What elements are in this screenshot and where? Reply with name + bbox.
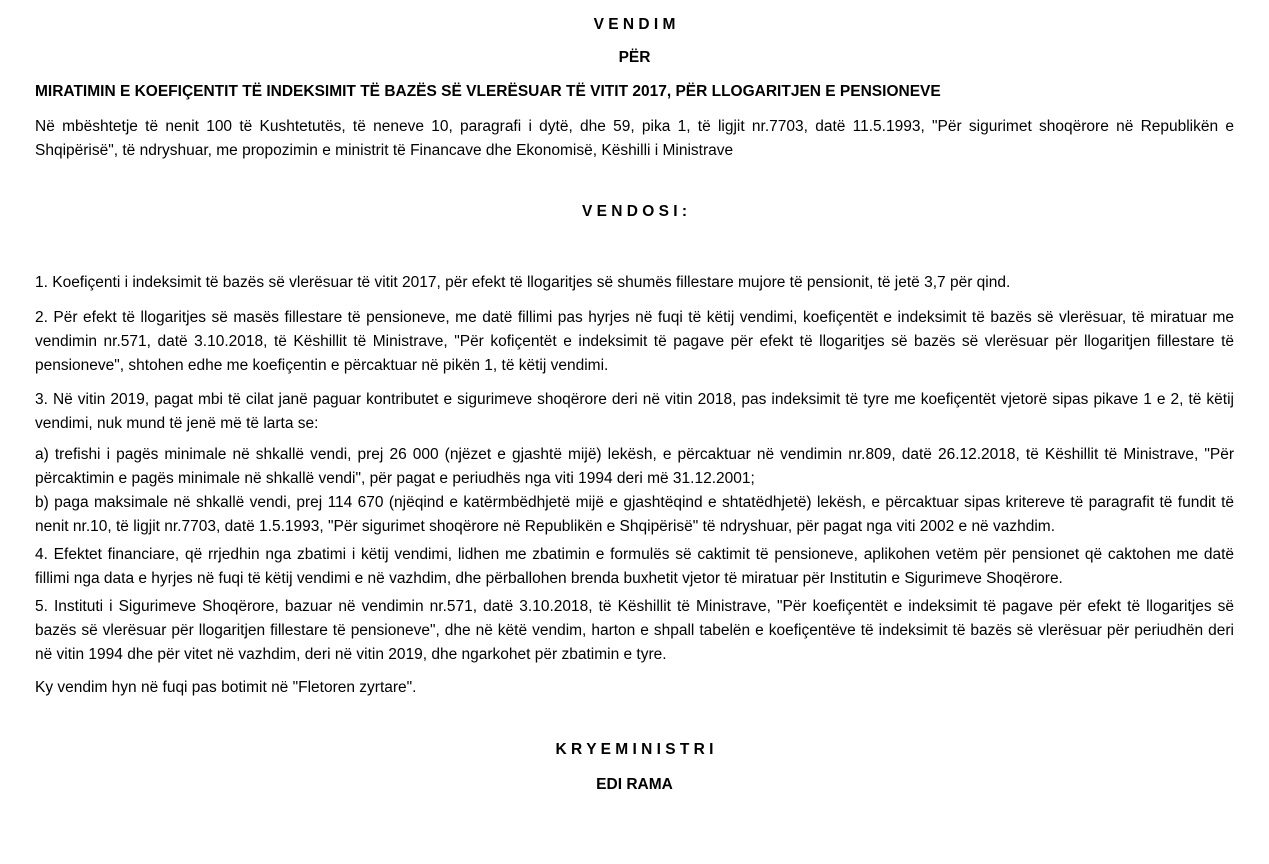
decision-kicker-heading: V E N D I M bbox=[593, 16, 676, 33]
subpoint-a-paragraph: a) trefishi i pagës minimale në shkallë vendi, prej 26 000 (njëzet e gjashtë mijë) lekësh, e përcaktuar në vendimin nr.809, datë 26.12.2018, të Këshillit të Ministrave, "Për përcaktimin e pagës minimale në shkallë vendi", për pagat e periudhës nga viti 1994 deri më 31.12.2001; bbox=[35, 446, 1234, 487]
operative-heading: V E N D O S I : bbox=[581, 203, 688, 220]
point-1-paragraph: 1. Koefiçenti i indeksimit të bazës së vlerësuar të vitit 2017, për efekt të llogaritjes së shumës fillestare mujore të pensionit, të jetë 3,7 për qind. bbox=[35, 274, 1011, 291]
decision-subject-title: MIRATIMIN E KOEFIÇENTIT TË INDEKSIMIT TË BAZËS SË VLERËSUAR TË VITIT 2017, PËR LLOGARITJEN E PENSIONEVE bbox=[35, 83, 941, 100]
subpoint-b-paragraph: b) paga maksimale në shkallë vendi, prej 114 670 (njëqind e katërmbëdhjetë mijë e gjashtëqind e shtatëdhjetë) lekësh, e përcaktuar sipas kritereve të paragrafit të fundit të nenit nr.10, të ligjit nr.7703, datë 1.5.1993, "Për sigurimet shoqërore në Republikën e Shqipërisë" të ndryshuar, për pagat nga viti 2002 e në vazhdim. bbox=[35, 494, 1234, 535]
point-5-paragraph: 5. Instituti i Sigurimeve Shoqërore, bazuar në vendimin nr.571, datë 3.10.2018, të Këshillit të Ministrave, "Për koefiçentët e indeksimit të pagave për efekt të llogaritjes së bazës së vlerësuar për llogaritjen fillestare të pensioneve", dhe në këtë vendim, harton e shpall tabelën e koefiçentëve të indeksimit të bazës së vlerësuar për periudhën deri në vitin 1994 dhe për vitet në vazhdim, deri në vitin 2019, dhe ngarkohet për zbatimin e tyre. bbox=[35, 598, 1234, 663]
point-4-paragraph: 4. Efektet financiare, që rrjedhin nga zbatimi i këtij vendimi, lidhen me zbatimin e formulës së caktimit të pensioneve, aplikohen vetëm për pensionet që caktohen me datë fillimi nga data e hyrjes në fuqi të këtij vendimi e në vazhdim, dhe përballohen brenda buxhetit vjetor të miratuar për Institutin e Sigurimeve Shoqërore. bbox=[35, 546, 1234, 587]
signatory-title: K R Y E M I N I S T R I bbox=[555, 741, 714, 758]
entry-into-force-paragraph: Ky vendim hyn në fuqi pas botimit në "Fletoren zyrtare". bbox=[35, 679, 417, 696]
decision-preposition-heading: PËR bbox=[618, 49, 651, 66]
signatory-name: EDI RAMA bbox=[596, 776, 673, 793]
point-3-subpoints bbox=[35, 443, 1234, 539]
point-2-paragraph: 2. Për efekt të llogaritjes së masës fillestare të pensioneve, me datë fillimi pas hyrjes në fuqi të këtij vendimi, koefiçentët e indeksimit të bazës së vlerësuar, të miratuar me vendimin nr.571, datë 3.10.2018, të Këshillit të Ministrave, "Për kofiçentët e indeksimit të pagave për efekt të llogaritjes së bazës së vlerësuar për llogaritjen fillestare të pensioneve", shtohen edhe me koefiçentin e përcaktuar në pikën 1, të këtij vendimi. bbox=[35, 309, 1234, 374]
point-3-paragraph: 3. Në vitin 2019, pagat mbi të cilat janë paguar kontributet e sigurimeve shoqërore deri në vitin 2018, pas indeksimit të tyre me koefiçentët vjetorë sipas pikave 1 e 2, të këtij vendimi, nuk mund të jenë më të larta se: bbox=[35, 391, 1234, 432]
preamble-paragraph: Në mbështetje të nenit 100 të Kushtetutës, të neneve 10, paragrafi i dytë, dhe 59, pika 1, të ligjit nr.7703, datë 11.5.1993, "Për sigurimet shoqërore në Republikën e Shqipërisë", të ndryshuar, me propozimin e ministrit të Financave dhe Ekonomisë, Këshilli i Ministrave bbox=[35, 118, 1234, 159]
